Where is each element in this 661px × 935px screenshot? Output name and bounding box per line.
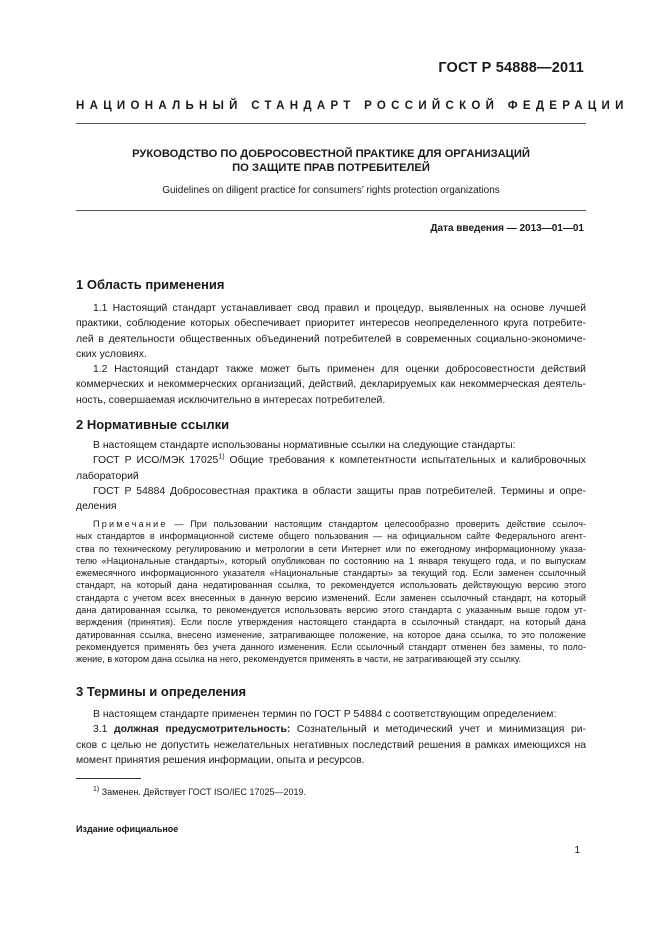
title-line-2: ПО ЗАЩИТЕ ПРАВ ПОТРЕБИТЕЛЕЙ: [232, 162, 430, 174]
section-2-heading: 2 Нормативные ссылки: [76, 417, 230, 432]
header-divider: [76, 123, 586, 124]
term-number: 3.1: [93, 724, 115, 736]
text-line: сков с целью не допустить нежелательных негативных последствий решения в рамках имеющихся на: [76, 739, 586, 751]
page-number: 1: [574, 845, 580, 856]
section-2-references: [76, 438, 586, 514]
term-definition-text: Сознательный и методический учет и минимизация ри-: [290, 724, 586, 736]
section-2-note: [76, 518, 586, 666]
section-1-heading: 1 Область применения: [76, 277, 225, 292]
national-standard-banner: НАЦИОНАЛЬНЫЙ СТАНДАРТ РОССИЙСКОЙ ФЕДЕРАЦИИ: [76, 100, 629, 112]
footnote: [76, 787, 306, 797]
note-line: дана датированная ссылка, то рекомендуется использовать версию этого стандарта с указанным выше годом ут-: [76, 605, 586, 616]
text-line: деления: [76, 501, 117, 513]
reference-1-code: ГОСТ Р ИСО/МЭК 17025: [93, 455, 219, 467]
text-line: В настоящем стандарте применен термин по ГОСТ Р 54884 с соответствующим определением:: [93, 709, 557, 720]
text-line: практики, соблюдение которых обеспечивает приоритет интересов неопределенного круга потребите-: [76, 318, 586, 330]
text-line: ность, совершаемая исключительно в интересах потребителей.: [76, 394, 386, 406]
term-name: должная предусмотрительность:: [114, 724, 291, 736]
reference-1: [76, 453, 586, 468]
section-1-paragraph-2: [76, 362, 586, 408]
text-line: лабораторий: [76, 470, 139, 482]
section-3-heading: 3 Термины и определения: [76, 684, 247, 699]
text-line: В настоящем стандарте использованы нормативные ссылки на следующие стандарты:: [93, 440, 516, 451]
note-line: ежемесячного информационного указателя «Национальные стандарты» за текущий год. Если заменен ссылочный: [76, 568, 586, 579]
note-line: [76, 518, 586, 530]
section-3-terms: [76, 707, 586, 768]
introduction-date: Дата введения — 2013—01—01: [430, 223, 584, 234]
note-text: — При пользовании настоящим стандартом целесообразно проверить действие ссылоч-: [167, 519, 586, 529]
text-line: 1.2 Настоящий стандарт также может быть применен для оценки добросовестности действий: [93, 364, 586, 375]
note-line: стандарт, на который дана недатированная ссылка, то рекомендуется использовать действующую версию этого: [76, 580, 586, 591]
reference-1-title: Общие требования к компетентности испытательных и калибровочных: [224, 455, 586, 467]
note-line: верждения (принятия). Если после утверждения настоящего стандарта в ссылочный стандарт, на который дана: [76, 617, 586, 628]
note-label: Примечание: [93, 519, 168, 529]
text-line: лей в деятельности общественных объединений потребителей в современных социально-экономиче-: [76, 333, 586, 345]
note-line: ных стандартов в информационной системе общего пользования — на официальном сайте Федерального агент-: [76, 531, 586, 542]
note-line: ства по техническому регулированию и метрологии в сети Интернет или по ежегодному информационному указа-: [76, 543, 586, 554]
section-1-paragraph-1: [76, 301, 586, 362]
text-line: момент принятия решения информации, опыта и ресурсов.: [76, 754, 365, 766]
footnote-mark: 1): [93, 786, 100, 793]
reference-2: ГОСТ Р 54884 Добросовестная практика в области защиты прав потребителей. Термины и опре-: [93, 485, 586, 497]
footnote-text: Заменен. Действует ГОСТ ISO/IEC 17025—2019.: [99, 787, 307, 797]
title-line-1: РУКОВОДСТВО ПО ДОБРОСОВЕСТНОЙ ПРАКТИКЕ ДЛЯ ОРГАНИЗАЦИЙ: [132, 148, 530, 160]
note-line: рекомендуется применять без учета данного изменения. Если ссылочный стандарт отменен без замены, то поло-: [76, 641, 586, 652]
term-definition: [76, 722, 586, 737]
gost-number: ГОСТ Р 54888—2011: [438, 60, 584, 76]
footnote-marker: 1): [218, 453, 225, 461]
english-title: Guidelines on diligent practice for consumers’ rights protection organizations: [162, 185, 500, 196]
text-line: коммерческих и некоммерческих организаций, действий, декларируемых как некоммерческая деятель-: [76, 379, 586, 391]
text-line: 1.1 Настоящий стандарт устанавливает свод правил и процедур, выявленных на основе лучшей: [93, 303, 586, 314]
edition-label: Издание официальное: [76, 824, 179, 834]
note-line: стандарта с учетом всех внесенных в данную версию изменений. Если заменен ссылочный стандарт, на который: [76, 592, 586, 603]
title-divider: [76, 210, 586, 211]
text-line: ских условиях.: [76, 348, 147, 360]
note-line: жение, в котором дана ссылка на него, рекомендуется применять в части, не затрагивающей эту ссылку.: [76, 654, 522, 665]
note-line: датированная ссылка, внесено изменение, затрагивающее положение, на которое дана ссылка, то это положение: [76, 629, 586, 640]
note-line: телю «Национальные стандарты», который опубликован по состоянию на 1 января текущего года, и по выпускам: [76, 555, 586, 566]
document-title: [76, 147, 586, 175]
footnote-divider: [76, 778, 141, 779]
